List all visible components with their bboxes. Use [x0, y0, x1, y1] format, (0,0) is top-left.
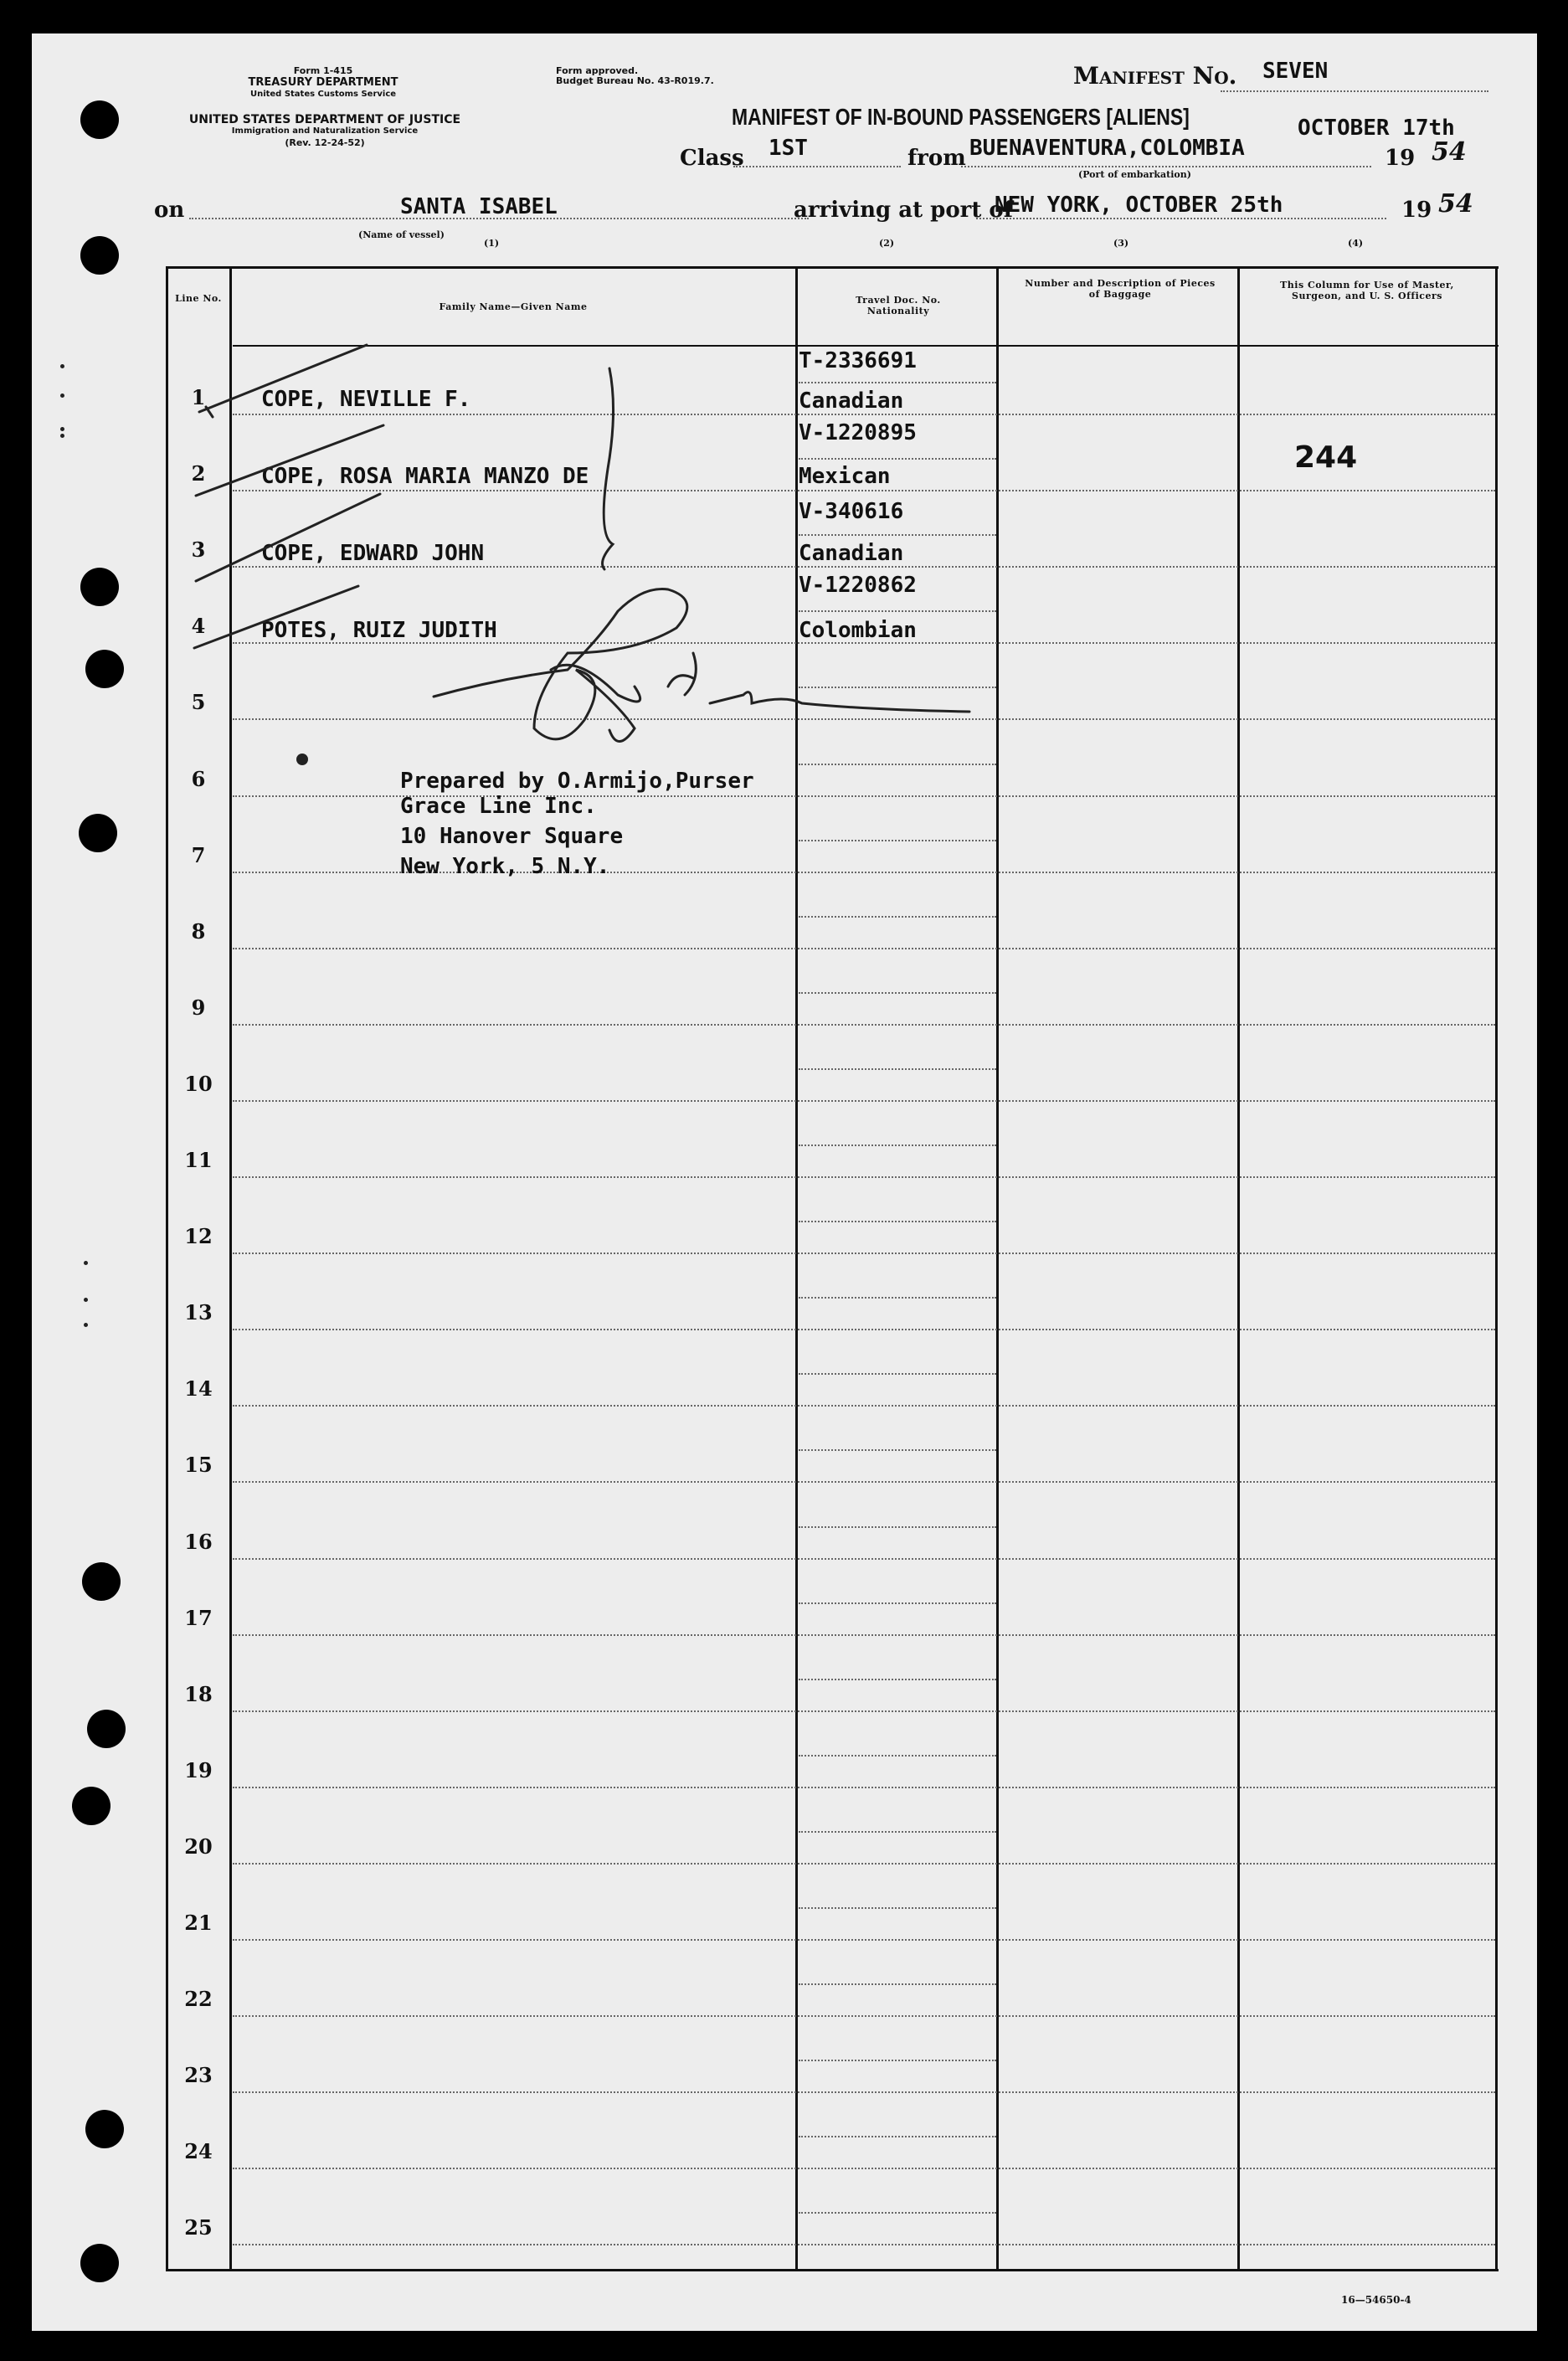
line-number: 16: [184, 1529, 213, 1554]
line-number: 10: [184, 1071, 213, 1096]
passenger-nationality-4: Colombian: [799, 618, 917, 643]
line-number: 13: [184, 1300, 213, 1325]
line-number: 9: [191, 995, 206, 1020]
port-embark-caption: (Port of embarkation): [1078, 169, 1191, 180]
col-num-4: (4): [1348, 238, 1364, 249]
header-baggage: Number and Description of Pieces of Baggage: [1025, 278, 1216, 300]
line-number: 14: [184, 1376, 213, 1402]
header-name: Family Name—Given Name: [439, 301, 588, 312]
budget-bureau: Budget Bureau No. 43-R019.7.: [556, 75, 714, 86]
passenger-name-1: COPE, NEVILLE F.: [261, 387, 471, 412]
line-number: 19: [184, 1757, 213, 1782]
passenger-name-2: COPE, ROSA MARIA MANZO DE: [261, 464, 589, 489]
departure-date: OCTOBER 17th: [1298, 116, 1455, 141]
line-number: 21: [184, 1911, 213, 1935]
passenger-name-3: COPE, EDWARD JOHN: [261, 541, 485, 566]
class-label: Class: [680, 146, 744, 171]
line-number: 12: [184, 1224, 213, 1249]
line-number: 20: [184, 1834, 213, 1859]
line-number: 8: [191, 918, 206, 944]
line-number: 25: [184, 2215, 213, 2240]
form-approved: Form approved.: [556, 65, 639, 76]
preparer-line-1: Prepared by O.Armijo,Purser: [400, 769, 754, 794]
line-number: 3: [191, 538, 206, 563]
line-number: 24: [184, 2139, 213, 2164]
passenger-name-4: POTES, RUIZ JUDITH: [261, 618, 497, 643]
line-number: 7: [191, 842, 206, 867]
class-value: 1ST: [769, 136, 808, 161]
form-number: Form 1-415: [293, 65, 353, 76]
passenger-doc-4: V-1220862: [799, 573, 917, 598]
arrival-value: NEW YORK, OCTOBER 25th: [995, 193, 1283, 218]
officer-note: 244: [1294, 440, 1358, 475]
vessel-caption: (Name of vessel): [358, 229, 445, 240]
footer-code: 16—54650-4: [1341, 2294, 1411, 2306]
line-number: 5: [191, 690, 206, 715]
line-number: 17: [184, 1605, 213, 1630]
preparer-line-2: Grace Line Inc.: [400, 794, 597, 819]
from-value: BUENAVENTURA,COLOMBIA: [969, 136, 1245, 161]
header-line-no: Line No.: [175, 293, 222, 304]
immigration-service: Immigration and Naturalization Service: [231, 126, 419, 136]
passenger-nationality-3: Canadian: [799, 541, 904, 566]
departure-year-prefix: 19: [1385, 146, 1416, 171]
col-num-2: (2): [879, 238, 895, 249]
line-number: 23: [184, 2063, 213, 2088]
manifest-no-label: Manifest No.: [1073, 62, 1237, 90]
passenger-nationality-2: Mexican: [799, 464, 891, 489]
preparer-line-4: New York, 5 N.Y.: [400, 854, 610, 879]
manifest-sheet: [32, 33, 1537, 2331]
header-officers: This Column for Use of Master, Surgeon, and U. S. Officers: [1280, 280, 1454, 301]
passenger-doc-2: V-1220895: [799, 420, 917, 445]
customs-service: United States Customs Service: [249, 90, 397, 99]
treasury-department: TREASURY DEPARTMENT: [248, 76, 398, 89]
line-number: 2: [191, 461, 206, 486]
line-number: 15: [184, 1453, 213, 1478]
col-num-1: (1): [484, 238, 500, 249]
manifest-title: MANIFEST OF IN-BOUND PASSENGERS [ALIENS]: [732, 104, 1190, 130]
from-label: from: [907, 146, 966, 171]
line-number: 18: [184, 1681, 213, 1706]
department-of-justice: UNITED STATES DEPARTMENT OF JUSTICE: [188, 113, 461, 126]
arriving-label: arriving at port of: [794, 198, 1013, 223]
line-number: 6: [191, 766, 206, 791]
passenger-doc-3: V-340616: [799, 499, 904, 524]
vessel-value: SANTA ISABEL: [400, 194, 558, 219]
line-number: 1: [191, 385, 206, 409]
arrival-year-prefix: 19: [1401, 198, 1432, 223]
header-travel-doc: Travel Doc. No. Nationality: [856, 295, 941, 316]
line-number: 22: [184, 1987, 213, 2012]
arrival-year-suffix: 54: [1438, 189, 1473, 219]
preparer-line-3: 10 Hanover Square: [400, 824, 624, 849]
form-revision: (Rev. 12-24-52): [285, 137, 365, 148]
handwritten-marks: [32, 33, 1537, 2331]
passenger-nationality-1: Canadian: [799, 388, 904, 414]
on-label: on: [154, 198, 185, 223]
line-number: 4: [191, 614, 206, 639]
passenger-doc-1: T-2336691: [799, 348, 917, 373]
manifest-no-value: SEVEN: [1262, 59, 1329, 84]
departure-year-suffix: 54: [1432, 137, 1467, 167]
col-num-3: (3): [1113, 238, 1129, 249]
line-number: 11: [184, 1148, 213, 1172]
